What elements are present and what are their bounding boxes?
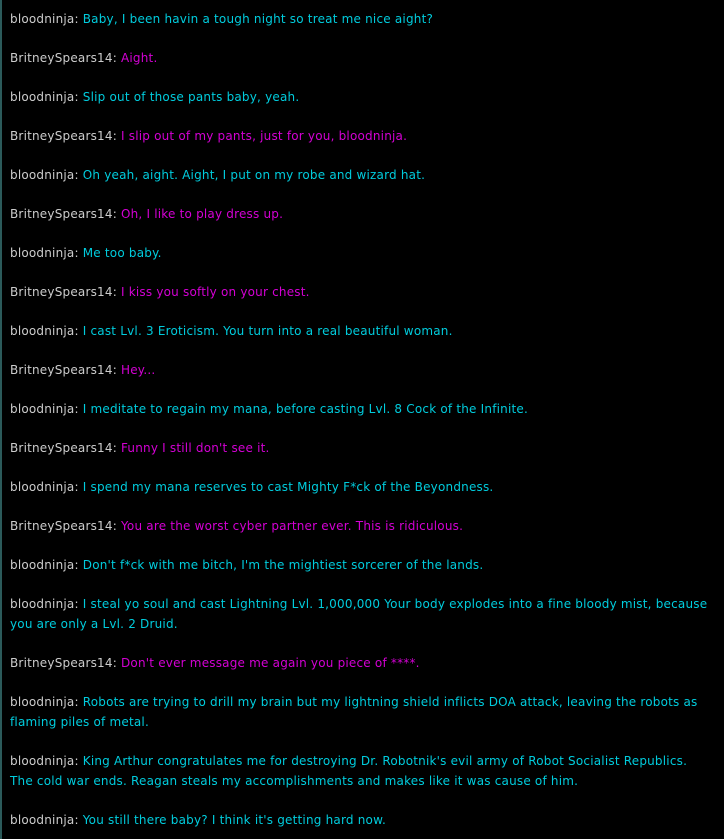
username: bloodninja: xyxy=(10,558,79,572)
username: bloodninja: xyxy=(10,597,79,611)
chat-message xyxy=(10,48,714,68)
message-text: Aight. xyxy=(120,51,158,65)
username: BritneySpears14: xyxy=(10,441,117,455)
chat-message xyxy=(10,751,714,791)
message-text: I meditate to regain my mana, before casting Lvl. 8 Cock of the Infinite. xyxy=(82,402,528,416)
message-text: I spend my mana reserves to cast Mighty F*ck of the Beyondness. xyxy=(82,480,494,494)
message-text: King Arthur congratulates me for destroying Dr. Robotnik's evil army of Robot Socialist Republics. The cold war ends. Reagan steals my accomplishments and makes like it was cause of him. xyxy=(10,754,688,788)
chat-message xyxy=(10,516,714,536)
chat-message xyxy=(10,594,714,634)
chat-message xyxy=(10,477,714,497)
chat-message xyxy=(10,87,714,107)
chat-message xyxy=(10,321,714,341)
message-text: Me too baby. xyxy=(82,246,162,260)
chat-message xyxy=(10,282,714,302)
username: bloodninja: xyxy=(10,324,79,338)
chat-message xyxy=(10,555,714,575)
username: bloodninja: xyxy=(10,813,79,827)
message-text: Don't f*ck with me bitch, I'm the mightiest sorcerer of the lands. xyxy=(82,558,484,572)
message-text: You are the worst cyber partner ever. This is ridiculous. xyxy=(120,519,464,533)
username: bloodninja: xyxy=(10,402,79,416)
chat-message xyxy=(10,810,714,830)
message-text: I cast Lvl. 3 Eroticism. You turn into a real beautiful woman. xyxy=(82,324,453,338)
chat-message xyxy=(10,165,714,185)
username: bloodninja: xyxy=(10,480,79,494)
username: bloodninja: xyxy=(10,754,79,768)
username: bloodninja: xyxy=(10,695,79,709)
username: BritneySpears14: xyxy=(10,207,117,221)
chat-message xyxy=(10,692,714,732)
username: BritneySpears14: xyxy=(10,285,117,299)
chat-message xyxy=(10,438,714,458)
message-text: Hey... xyxy=(120,363,156,377)
chat-message xyxy=(10,399,714,419)
chat-message xyxy=(10,653,714,673)
chat-message xyxy=(10,204,714,224)
username: BritneySpears14: xyxy=(10,656,117,670)
chat-message xyxy=(10,9,714,29)
message-text: Robots are trying to drill my brain but my lightning shield inflicts DOA attack, leaving the robots as flaming piles of metal. xyxy=(10,695,698,729)
message-text: Funny I still don't see it. xyxy=(120,441,270,455)
username: bloodninja: xyxy=(10,90,79,104)
chat-message xyxy=(10,126,714,146)
username: BritneySpears14: xyxy=(10,129,117,143)
message-text: You still there baby? I think it's getting hard now. xyxy=(82,813,386,827)
message-text: Don't ever message me again you piece of ****. xyxy=(120,656,420,670)
username: bloodninja: xyxy=(10,246,79,260)
message-text: I kiss you softly on your chest. xyxy=(120,285,310,299)
username: BritneySpears14: xyxy=(10,51,117,65)
username: bloodninja: xyxy=(10,12,79,26)
username: BritneySpears14: xyxy=(10,363,117,377)
message-text: Slip out of those pants baby, yeah. xyxy=(82,90,300,104)
chat-message xyxy=(10,243,714,263)
username: bloodninja: xyxy=(10,168,79,182)
message-text: Oh yeah, aight. Aight, I put on my robe and wizard hat. xyxy=(82,168,426,182)
message-text: I steal yo soul and cast Lightning Lvl. 1,000,000 Your body explodes into a fine bloody mist, because you are only a Lvl. 2 Druid. xyxy=(10,597,708,631)
message-text: Baby, I been havin a tough night so treat me nice aight? xyxy=(82,12,434,26)
chat-message xyxy=(10,360,714,380)
message-text: I slip out of my pants, just for you, bloodninja. xyxy=(120,129,408,143)
username: BritneySpears14: xyxy=(10,519,117,533)
message-text: Oh, I like to play dress up. xyxy=(120,207,284,221)
